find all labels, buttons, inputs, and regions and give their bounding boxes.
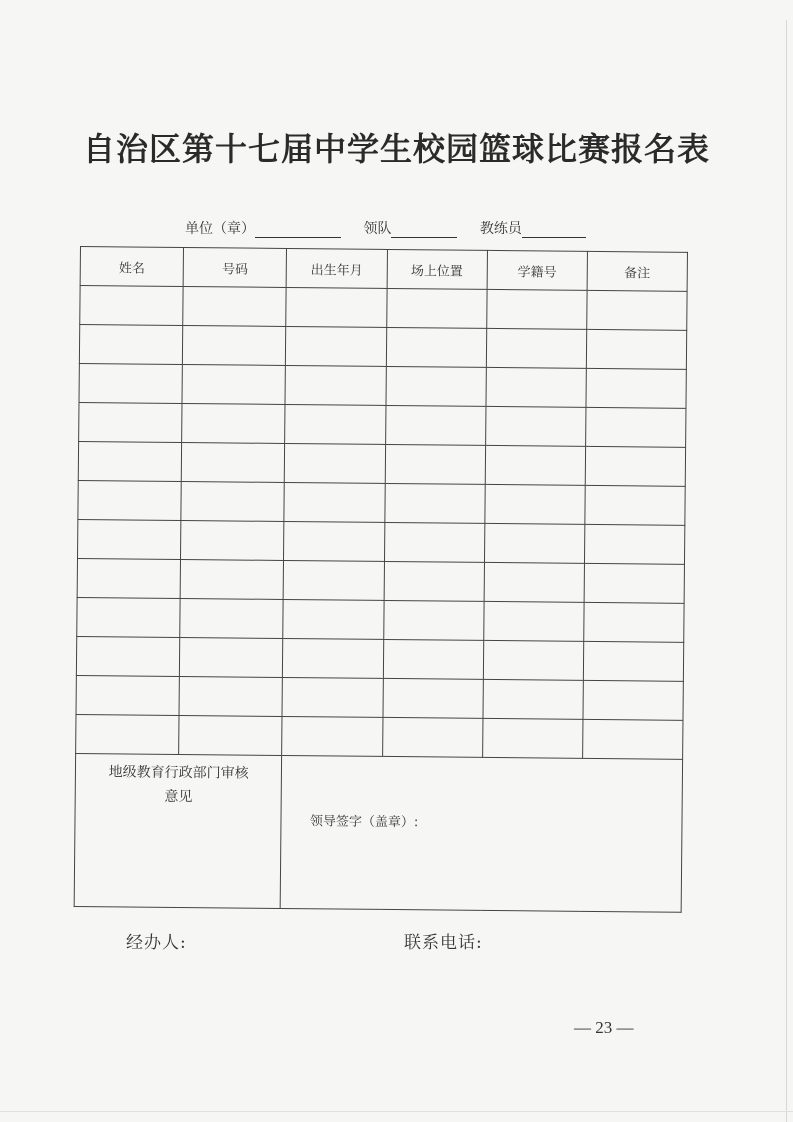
scan-edge — [786, 20, 787, 1122]
table-cell[interactable] — [385, 405, 486, 445]
table-cell[interactable] — [384, 561, 485, 601]
coach-blank[interactable] — [522, 223, 586, 238]
table-cell[interactable] — [386, 288, 487, 328]
table-cell[interactable] — [181, 520, 285, 560]
table-row — [79, 402, 686, 447]
table-cell[interactable] — [180, 637, 284, 677]
table-cell[interactable] — [585, 446, 686, 486]
table-cell[interactable] — [483, 640, 584, 680]
table-cell[interactable] — [586, 329, 687, 369]
table-cell[interactable] — [181, 442, 285, 482]
header-row — [80, 247, 687, 292]
table-cell[interactable] — [486, 289, 587, 329]
registration-form-frame — [74, 246, 688, 924]
table-cell[interactable] — [383, 600, 484, 640]
table-cell[interactable] — [179, 715, 283, 755]
info-line — [185, 218, 604, 238]
form-title: 自治区第十七届中学生校园篮球比赛报名表 — [82, 130, 710, 168]
table-cell[interactable] — [584, 602, 685, 642]
table-cell[interactable] — [182, 403, 286, 443]
handler-label: 经办人: — [126, 933, 187, 953]
table-cell[interactable] — [485, 484, 586, 524]
review-label-cell — [74, 753, 282, 908]
table-cell[interactable] — [77, 558, 181, 598]
table-cell[interactable] — [483, 601, 584, 641]
coach-field — [480, 218, 586, 238]
table-cell[interactable] — [284, 521, 385, 561]
review-opinion-area[interactable] — [281, 755, 683, 912]
unit-field — [185, 218, 341, 238]
table-cell[interactable] — [585, 407, 686, 447]
table-cell[interactable] — [583, 641, 684, 681]
table-cell[interactable] — [383, 678, 484, 718]
table-cell[interactable] — [78, 480, 182, 520]
header-position: 场上位置 — [387, 249, 488, 289]
table-cell[interactable] — [286, 326, 387, 366]
table-cell[interactable] — [283, 638, 384, 678]
table-cell[interactable] — [183, 325, 287, 365]
table-cell[interactable] — [285, 365, 386, 405]
table-cell[interactable] — [384, 483, 485, 523]
table-cell[interactable] — [383, 639, 484, 679]
phone-label: 联系电话: — [404, 933, 483, 953]
table-row — [77, 597, 684, 642]
table-cell[interactable] — [285, 404, 386, 444]
table-cell[interactable] — [284, 482, 385, 522]
unit-blank[interactable] — [255, 223, 341, 238]
table-row — [76, 675, 683, 720]
table-cell[interactable] — [385, 366, 486, 406]
table-row — [80, 286, 687, 331]
table-cell[interactable] — [181, 481, 285, 521]
table-row — [76, 714, 683, 759]
table-cell[interactable] — [183, 286, 287, 326]
header-name: 姓名 — [80, 247, 184, 287]
table-cell[interactable] — [586, 368, 687, 408]
table-cell[interactable] — [583, 680, 684, 720]
review-label-line2: 意见 — [164, 788, 193, 806]
table-cell[interactable] — [282, 677, 383, 717]
table-cell[interactable] — [80, 286, 184, 326]
table-cell[interactable] — [385, 444, 486, 484]
signature-label: 领导签字（盖章）: — [309, 814, 419, 831]
table-cell[interactable] — [76, 636, 180, 676]
header-student-id: 学籍号 — [487, 250, 588, 290]
table-cell[interactable] — [76, 675, 180, 715]
leader-label: 领队 — [363, 221, 392, 237]
table-cell[interactable] — [386, 327, 487, 367]
table-cell[interactable] — [180, 559, 284, 599]
table-cell[interactable] — [182, 364, 286, 404]
leader-blank[interactable] — [391, 223, 457, 238]
registration-table — [74, 246, 688, 913]
table-row — [78, 441, 685, 486]
header-number: 号码 — [183, 247, 287, 287]
table-cell[interactable] — [482, 718, 583, 758]
table-body — [74, 286, 687, 913]
table-cell[interactable] — [79, 402, 183, 442]
table-row — [77, 558, 684, 603]
table-cell[interactable] — [283, 599, 384, 639]
review-label-line1: 地级教育行政部门审核 — [108, 764, 249, 782]
table-cell[interactable] — [486, 367, 587, 407]
table-cell[interactable] — [285, 443, 386, 483]
table-cell[interactable] — [384, 522, 485, 562]
table-row — [79, 325, 686, 370]
table-cell[interactable] — [584, 524, 685, 564]
table-cell[interactable] — [486, 328, 587, 368]
scan-edge-bottom — [0, 1111, 793, 1112]
table-cell[interactable] — [180, 598, 284, 638]
table-cell[interactable] — [382, 717, 483, 757]
table-cell[interactable] — [78, 441, 182, 481]
table-cell[interactable] — [485, 445, 586, 485]
table-row — [78, 519, 685, 564]
header-birth: 出生年月 — [286, 248, 387, 288]
table-cell[interactable] — [286, 287, 387, 327]
table-cell[interactable] — [282, 716, 383, 756]
table-cell[interactable] — [587, 290, 688, 330]
table-cell[interactable] — [77, 597, 181, 637]
table-cell[interactable] — [76, 714, 180, 754]
table-row — [76, 636, 683, 681]
table-cell[interactable] — [585, 485, 686, 525]
table-cell[interactable] — [483, 679, 584, 719]
table-row — [78, 480, 685, 525]
table-cell[interactable] — [484, 562, 585, 602]
table-cell[interactable] — [485, 406, 586, 446]
table-cell[interactable] — [79, 363, 183, 403]
page-number: — 23 — — [574, 1018, 634, 1037]
header-remarks: 备注 — [587, 251, 688, 291]
review-row — [74, 753, 682, 912]
leader-field — [363, 218, 457, 238]
table-row — [79, 363, 686, 408]
table-cell[interactable] — [484, 523, 585, 563]
coach-label: 教练员 — [479, 221, 522, 237]
table-cell[interactable] — [78, 519, 182, 559]
table-cell[interactable] — [179, 676, 283, 716]
table-cell[interactable] — [283, 560, 384, 600]
table-cell[interactable] — [584, 563, 685, 603]
unit-label: 单位（章） — [185, 221, 255, 237]
table-cell[interactable] — [79, 325, 183, 365]
table-cell[interactable] — [582, 719, 683, 759]
